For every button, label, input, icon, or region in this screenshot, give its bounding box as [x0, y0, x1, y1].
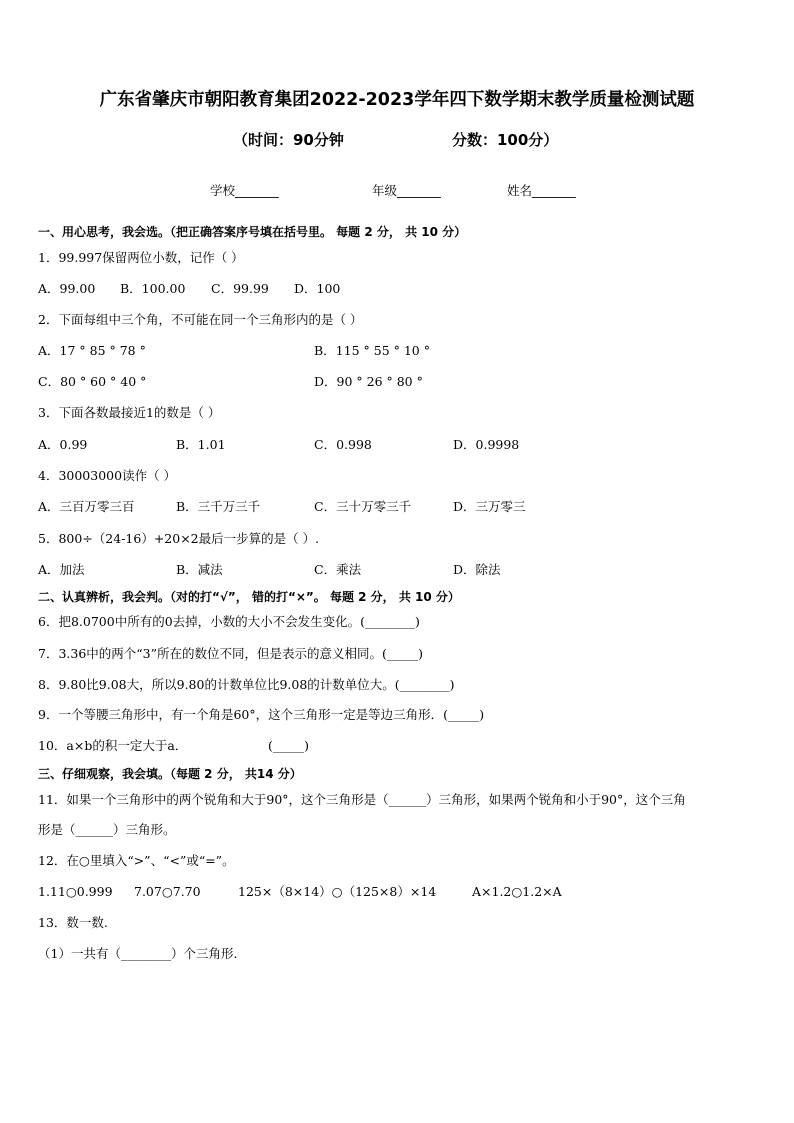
q12-compare-a: 1.11○0.999 — [38, 884, 113, 899]
q5-option-c: C．乘法 — [314, 562, 362, 577]
question-4: 4．30003000读作（ ） — [38, 468, 177, 483]
school-field: 学校_______ — [210, 183, 279, 198]
question-6: 6．把8.0700中所有的0去掉，小数的大小不会发生变化。(________) — [38, 614, 420, 629]
q5-option-b: B．减法 — [176, 562, 223, 577]
q2-option-c: C．80 ° 60 ° 40 ° — [38, 374, 147, 389]
q3-option-c: C．0.998 — [314, 437, 372, 452]
q3-option-a: A．0.99 — [38, 437, 88, 452]
question-10-blank: (_____) — [268, 738, 310, 753]
q3-option-d: D．0.9998 — [453, 437, 520, 452]
grade-field: 年级_______ — [372, 183, 441, 198]
question-1: 1．99.997保留两位小数，记作（ ） — [38, 250, 244, 265]
question-7: 7．3.36中的两个“3”所在的数位不同，但是表示的意义相同。(_____) — [38, 646, 424, 661]
q1-option-d: D．100 — [294, 281, 341, 296]
q2-option-b: B．115 ° 55 ° 10 ° — [314, 343, 430, 358]
q1-option-b: B．100.00 — [120, 281, 186, 296]
q2-option-d: D．90 ° 26 ° 80 ° — [314, 374, 423, 389]
question-9: 9．一个等腰三角形中，有一个角是60°，这个三角形一定是等边三角形．(_____) — [38, 707, 485, 722]
question-11-line-2: 形是（______）三角形。 — [38, 822, 176, 837]
section-3-heading: 三、仔细观察，我会填。（每题 2 分， 共14 分） — [38, 767, 302, 781]
exam-score: 分数：100分） — [452, 131, 559, 149]
question-5: 5．800÷（24-16）+20×2最后一步算的是（ ）. — [38, 531, 320, 546]
q12-compare-d: A×1.2○1.2×A — [472, 884, 562, 899]
exam-title: 广东省肇庆市朝阳教育集团2022-2023学年四下数学期末教学质量检测试题 — [99, 90, 695, 110]
question-12: 12．在○里填入“>”、“<”或“=”。 — [38, 853, 235, 868]
question-3: 3．下面各数最接近1的数是（ ） — [38, 405, 221, 420]
question-10: 10．a×b的积一定大于a． — [38, 738, 188, 753]
q4-option-d: D．三万零三 — [453, 499, 526, 514]
q5-option-d: D．除法 — [453, 562, 501, 577]
q4-option-c: C．三十万零三千 — [314, 499, 412, 514]
question-13-part-1: （1）一共有（________）个三角形. — [38, 946, 238, 961]
question-2: 2．下面每组中三个角，不可能在同一个三角形内的是（ ） — [38, 312, 363, 327]
name-field: 姓名_______ — [507, 183, 576, 198]
q5-option-a: A．加法 — [38, 562, 85, 577]
section-2-heading: 二、认真辨析，我会判。（对的打“√”， 错的打“×”。 每题 2 分， 共 10 分） — [38, 590, 460, 604]
question-11-line-1: 11．如果一个三角形中的两个锐角和大于90°，这个三角形是（______）三角形，如果两个锐角和小于90°，这个三角 — [38, 792, 686, 807]
q4-option-a: A．三百万零三百 — [38, 499, 135, 514]
q12-compare-b: 7.07○7.70 — [134, 884, 201, 899]
q4-option-b: B．三千万三千 — [176, 499, 261, 514]
question-8: 8．9.80比9.08大，所以9.80的计数单位比9.08的计数单位大。(________) — [38, 677, 455, 692]
q2-option-a: A．17 ° 85 ° 78 ° — [38, 343, 146, 358]
exam-time: （时间：90分钟 — [233, 131, 344, 149]
section-1-heading: 一、用心思考，我会选。（把正确答案序号填在括号里。 每题 2 分， 共 10 分） — [38, 225, 467, 239]
q1-option-c: C．99.99 — [211, 281, 269, 296]
q1-option-a: A．99.00 — [38, 281, 96, 296]
q12-compare-c: 125×（8×14）○（125×8）×14 — [238, 884, 437, 899]
question-13: 13．数一数. — [38, 915, 108, 930]
q3-option-b: B．1.01 — [176, 437, 226, 452]
